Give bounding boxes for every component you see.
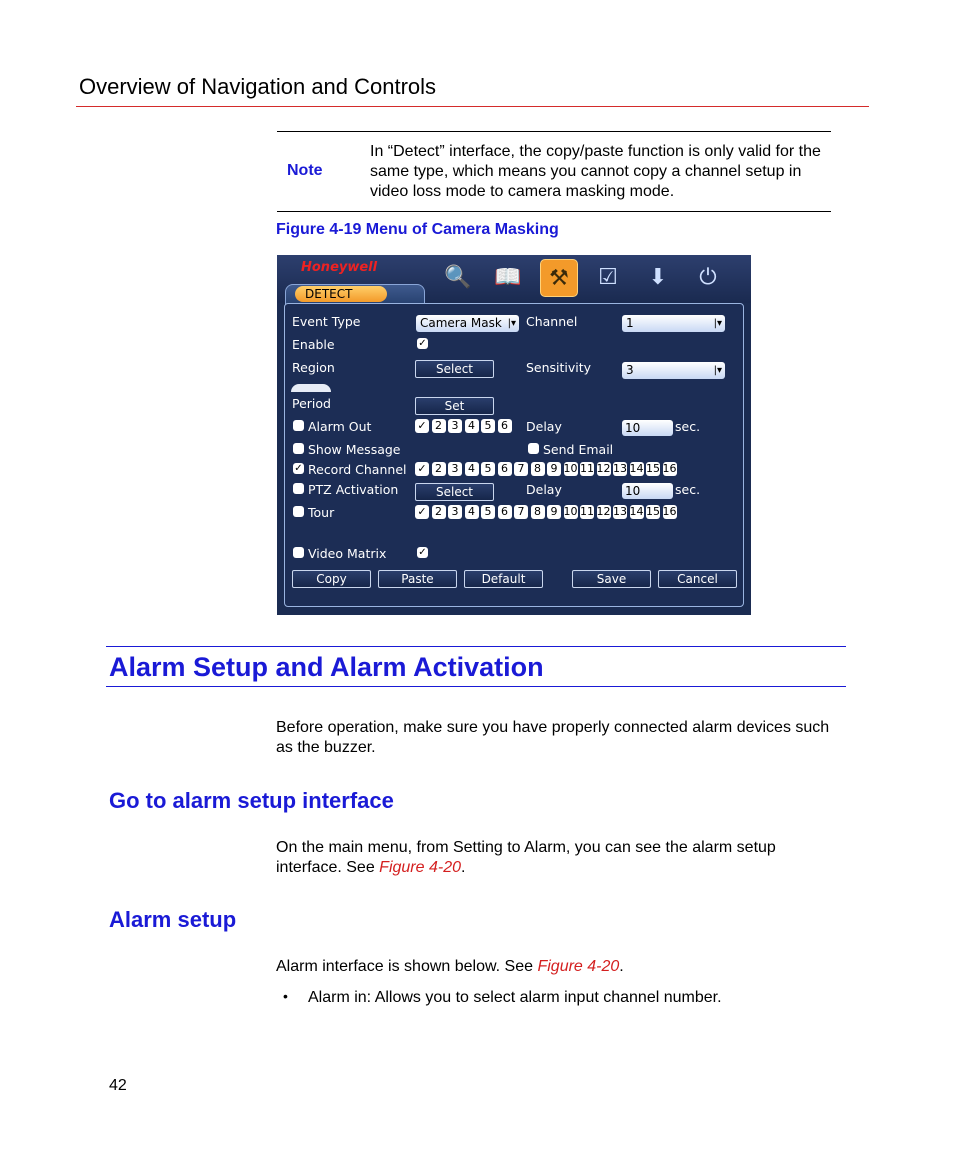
record-channel[interactable]: 10 [563,462,578,475]
tour-channel[interactable]: 7 [514,505,528,519]
sensitivity-value: 3 [626,363,634,377]
ptz-select-button[interactable]: Select [415,483,494,501]
tour-label: Tour [308,505,335,520]
period-text: . [461,859,466,876]
video-matrix-label: Video Matrix [308,546,387,561]
video-matrix-enable-checkbox[interactable]: ✓ [418,547,427,558]
delay-input[interactable]: 10 [622,420,673,436]
sensitivity-select[interactable] [622,362,725,379]
record-channel[interactable]: 16 [662,462,677,475]
region-label: Region [292,360,335,375]
subsection-title-go-to-alarm: Go to alarm setup interface [109,788,394,813]
bullet-icon: • [283,988,288,1004]
record-channels [415,462,677,476]
setting-icon[interactable]: ⚒ [540,259,578,297]
tour-channel[interactable]: 14 [629,505,644,518]
record-channel[interactable]: 13 [613,462,627,475]
shutdown-icon[interactable]: ⏻ [699,264,717,290]
channel-label: Channel [526,314,578,329]
alarm-out-channel[interactable]: 6 [498,419,512,433]
subsection-title-alarm-setup: Alarm setup [109,907,237,932]
tour-channel[interactable]: 3 [448,505,462,519]
send-email-label: Send Email [543,442,614,457]
record-channel[interactable]: 5 [481,462,495,476]
show-message-checkbox[interactable] [293,443,304,454]
note-bottom-rule [277,211,831,212]
tour-channel[interactable]: 2 [432,505,446,519]
tour-channel[interactable]: 8 [531,505,545,519]
period-label: Period [292,396,331,411]
delay-label-2: Delay [526,482,562,497]
delay-label: Delay [526,419,562,434]
page-number: 42 [109,1077,127,1094]
tour-channel[interactable]: 13 [613,505,627,518]
tour-channel[interactable]: 10 [563,505,578,518]
period-text: . [619,958,624,975]
brand-logo: Honeywell [301,260,378,275]
region-subtab [291,384,331,392]
figure-reference-link[interactable]: Figure 4-20 [537,958,620,975]
sec-label: sec. [675,419,701,434]
dvr-camera-masking-screenshot [277,255,751,615]
paste-button[interactable]: Paste [378,570,457,588]
tour-channel[interactable]: 9 [547,505,561,519]
go-to-alarm-text: On the main menu, from Setting to Alarm, you can see the alarm setup interface. See [276,839,776,876]
advanced-icon[interactable]: ☑ [598,264,618,290]
record-channel[interactable]: 14 [629,462,644,475]
tour-channels [415,505,677,519]
record-channel[interactable]: 11 [580,462,594,475]
info-icon[interactable]: 📖 [494,264,522,290]
alarm-out-channel[interactable]: 4 [465,419,479,433]
event-type-label: Event Type [292,314,361,329]
default-button[interactable]: Default [464,570,543,588]
record-channel-label: Record Channel [308,462,407,477]
alarm-setup-text: Alarm interface is shown below. See [276,958,538,975]
channel-select[interactable] [622,315,725,332]
record-channel[interactable]: 6 [498,462,512,476]
search-icon[interactable]: 🔍 [444,264,472,290]
record-channel[interactable]: 12 [596,462,611,475]
tour-channel[interactable]: 15 [646,505,660,518]
section-title: Alarm Setup and Alarm Activation [109,652,544,682]
tour-channel[interactable]: 6 [498,505,512,519]
tour-channel[interactable]: 12 [596,505,611,518]
section-bottom-rule [106,686,846,687]
tour-checkbox[interactable] [293,506,304,517]
event-type-value: Camera Mask [420,316,502,330]
alarm-out-label: Alarm Out [308,419,372,434]
record-channel[interactable]: 2 [432,462,446,476]
show-message-label: Show Message [308,442,401,457]
figure-reference-link[interactable]: Figure 4-20 [379,859,461,876]
alarm-out-channel[interactable]: 2 [432,419,446,433]
record-channel[interactable]: 9 [547,462,561,476]
sensitivity-label: Sensitivity [526,360,592,375]
send-email-checkbox[interactable] [528,443,539,454]
header-rule [76,106,869,107]
record-channel[interactable]: 4 [465,462,479,476]
alarm-setup-paragraph [276,957,836,977]
ptz-activation-label: PTZ Activation [308,482,399,497]
channel-value: 1 [626,316,634,330]
video-matrix-checkbox[interactable] [293,547,304,558]
tour-channel[interactable]: 16 [662,505,677,518]
record-channel-1[interactable]: ✓ [415,462,429,476]
note-top-rule [277,131,831,132]
record-channel[interactable]: 15 [646,462,660,475]
intro-paragraph: Before operation, make sure you have properly connected alarm devices such as the buzzer. [276,719,830,756]
enable-checkbox[interactable]: ✓ [418,338,427,349]
tab-detect[interactable]: DETECT [295,286,387,302]
alarm-out-channel-1[interactable]: ✓ [415,419,429,433]
period-set-button[interactable]: Set [415,397,494,415]
record-channel[interactable]: 8 [531,462,545,476]
tour-channel[interactable]: 11 [580,505,594,518]
ptz-activation-checkbox[interactable] [293,483,304,494]
delay-input-2[interactable]: 10 [622,483,673,499]
go-to-alarm-paragraph [276,838,836,878]
chevron-down-icon: |▾ [507,318,516,329]
figure-caption: Figure 4-19 Menu of Camera Masking [276,221,559,238]
alarm-out-channels [415,419,512,433]
record-channel[interactable]: 7 [514,462,528,476]
cancel-button[interactable]: Cancel [658,570,737,588]
tour-channel[interactable]: 4 [465,505,479,519]
section-top-rule [106,646,846,647]
page-header-title: Overview of Navigation and Controls [79,74,437,99]
bullet-text: Alarm in: Allows you to select alarm input channel number. [308,989,722,1006]
event-type-select[interactable] [416,315,519,332]
note-label: Note [287,162,323,179]
alarm-out-channel[interactable]: 5 [481,419,495,433]
tour-channel-1[interactable]: ✓ [415,505,429,519]
copy-button[interactable]: Copy [292,570,371,588]
alarm-out-channel[interactable]: 3 [448,419,462,433]
backup-icon[interactable]: ⬇ [648,264,668,290]
save-button[interactable]: Save [572,570,651,588]
sec-label-2: sec. [675,482,701,497]
record-channel[interactable]: 3 [448,462,462,476]
note-text: In “Detect” interface, the copy/paste function is only valid for the same type, which means you cannot copy a channel setup in video loss mode to camera masking mode. [370,143,821,200]
tour-channel[interactable]: 5 [481,505,495,519]
chevron-down-icon: |▾ [713,318,722,329]
chevron-down-icon: |▾ [713,365,722,376]
enable-label: Enable [292,337,335,352]
record-channel-checkbox[interactable]: ✓ [294,463,303,474]
alarm-out-checkbox[interactable] [293,420,304,431]
region-select-button[interactable]: Select [415,360,494,378]
